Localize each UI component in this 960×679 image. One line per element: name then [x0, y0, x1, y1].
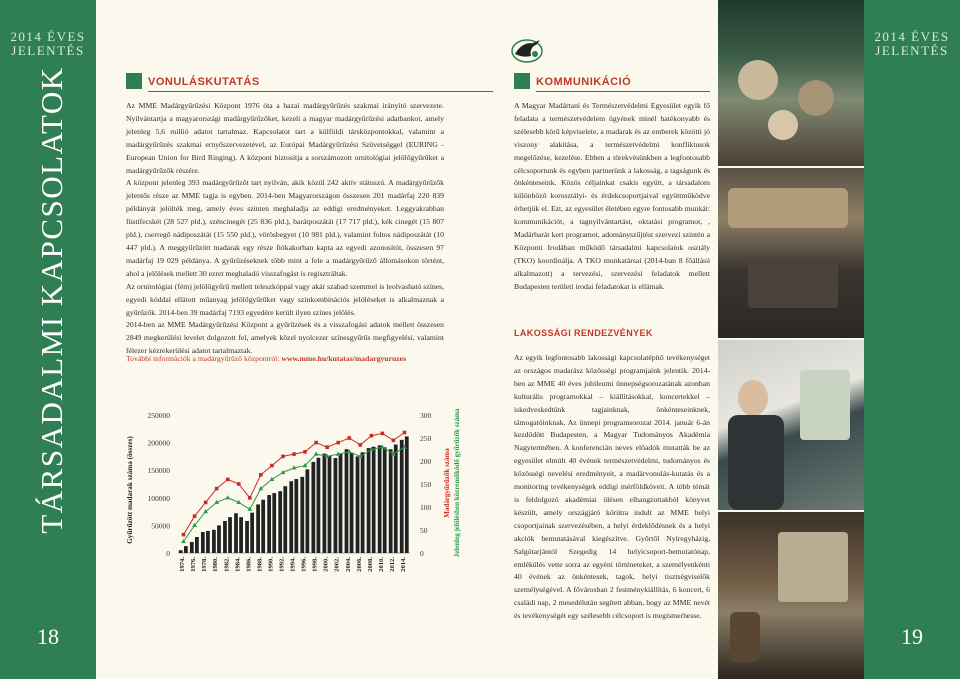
bar	[394, 445, 398, 553]
active-ringers-point	[225, 495, 230, 499]
ringers-point	[347, 436, 351, 440]
x-tick-label: 1980.	[212, 557, 220, 572]
bar	[378, 445, 382, 553]
bar	[405, 436, 409, 553]
y-tick-label: 200000	[147, 438, 170, 448]
bar	[256, 504, 260, 553]
y2-tick-label: 50	[420, 526, 428, 535]
photo-concert	[718, 512, 864, 679]
page-number-right: 19	[901, 624, 923, 649]
bar	[367, 448, 371, 553]
active-ringers-line	[184, 447, 405, 541]
x-tick-label: 1974.	[179, 557, 187, 572]
bar	[179, 550, 183, 553]
heading-marker	[126, 73, 142, 89]
left-paragraph-3: Az ornitológiai (fém) jelölőgyűrű mellett teleszkóppal vagy akár szabad szemmel is leolvasható színes, egyedi kóddal ellátott műanyag jelölőgyűrűket vagy színkombinációs jelöléseket is alkalmaznak a gyűrűzők. 2014-ben 39 madárfaj 7193 egyedére került ilyen színes jelölés.	[126, 281, 444, 317]
left-paragraph-4: 2014-ben az MME Madárgyűrűzési Központ a gyűrűzések és a visszafogási adatok mellett összesen 2849 megkerülési levelet dolgozott fel, amelyek közel nyolcezer színesgyűrűs megfigyelési, valamint félezer kézrekerülési adatot tartalmaztak.	[126, 320, 444, 356]
bar	[239, 517, 243, 553]
bar	[317, 458, 321, 553]
y-tick-label: 250000	[147, 411, 170, 420]
x-tick-label: 2000.	[322, 557, 330, 572]
bar	[372, 447, 376, 553]
lakossagi-rendezvenyek-heading: LAKOSSÁGI RENDEZVÉNYEK	[514, 328, 653, 338]
bar	[245, 521, 249, 553]
bar	[261, 500, 265, 553]
bar	[267, 495, 271, 553]
right-year-label	[864, 30, 960, 58]
ringers-point	[204, 501, 208, 505]
bar	[283, 486, 287, 553]
ringers-point	[292, 452, 296, 456]
x-tick-label: 1986.	[245, 557, 253, 572]
y2-tick-label: 300	[420, 411, 432, 420]
x-tick-label: 1976.	[190, 557, 198, 572]
bar	[278, 491, 282, 553]
heading-rule-left	[148, 91, 493, 92]
bar	[206, 531, 210, 553]
ringers-point	[193, 514, 197, 518]
ringers-point	[182, 533, 186, 537]
right-body-text	[514, 100, 710, 294]
left-year-line2: JELENTÉS	[11, 43, 85, 58]
y-tick-label: 150000	[147, 466, 170, 476]
right-year-line2: JELENTÉS	[875, 43, 949, 58]
bar	[305, 469, 309, 553]
left-year-label	[0, 30, 96, 58]
ringers-point	[314, 441, 318, 445]
ringers-point	[303, 450, 307, 454]
x-tick-label: 1990.	[267, 557, 275, 572]
x-tick-label: 1984.	[234, 557, 242, 572]
x-tick-label: 2002.	[333, 557, 341, 572]
ringing-chart	[118, 405, 478, 595]
ringers-point	[358, 443, 362, 447]
bar	[272, 493, 276, 553]
ringers-point	[403, 431, 407, 435]
bar	[201, 532, 205, 553]
y2-tick-label: 150	[420, 480, 432, 489]
y2-tick-label: 250	[420, 434, 432, 443]
bar	[250, 513, 254, 553]
y-tick-label: 50000	[151, 521, 170, 531]
bar	[300, 477, 304, 553]
bar	[184, 546, 188, 553]
y2-tick-label: 0	[420, 549, 424, 558]
bar	[223, 521, 227, 553]
x-tick-label: 2014.	[400, 557, 408, 572]
ringers-point	[370, 434, 374, 438]
right-body-text-2	[514, 352, 710, 623]
x-tick-label: 2004.	[344, 557, 352, 572]
bar	[345, 449, 349, 553]
bar	[228, 517, 232, 553]
x-tick-label: 1988.	[256, 557, 264, 572]
vonuláskutatás-heading: VONULÁSKUTATÁS	[126, 74, 260, 90]
bar	[234, 513, 238, 553]
more-info-text: További információk a madárgyűrűző központról:	[126, 354, 282, 363]
y2-tick-label: 100	[420, 503, 432, 512]
ringers-point	[226, 478, 230, 482]
section-vertical-title: TÁRSADALMI KAPCSOLATOK	[34, 66, 69, 534]
photo-conference-hall	[718, 168, 864, 338]
left-body-text	[126, 100, 444, 358]
bar	[383, 447, 387, 553]
bar	[190, 542, 194, 553]
bar	[294, 479, 298, 553]
bar	[323, 454, 327, 553]
ringers-point	[381, 432, 385, 436]
x-tick-label: 1994.	[289, 557, 297, 572]
right-paragraph-1: A Magyar Madártani és Természetvédelmi Egyesület egyik fő feladata a természetvédelem ügyének minél hatékonyabb és szélesebb körű képviselete, a madarak és az emberek közötti jó viszony alakítása, a természetvédelmi konfliktusok megelőzése, kezelése. Ebben a törekvésünkben a legfontosabb célcsoportunk és egyben partnerünk a lakosság, a tagságunk és önkénteseink. Közös céljainkat csakis együtt, a társadalom különböző korosztályi- és érdekcsoportjaival együttműködve érhetjük el. Ezt, az egyesület életében egyre fontosabb munkát: kommunikációt, a tagnyilvántartást, oktatási programot, , Madárbarát kert programot, adományszűjtést szervezi szintén a Központi Irodában működő társadalmi kapcsolatok osztály (TKO) koordinálja. A TKO munkatársai (2014-ban 8 főállású alkalmazott) a tervezési, szervezési feladatok mellett Budapesten területi irodai feladatokat is ellátnak.	[514, 101, 710, 291]
bar	[361, 452, 365, 553]
photo-speaker	[718, 340, 864, 510]
x-tick-label: 2006.	[355, 557, 363, 572]
ringers-point	[281, 455, 285, 459]
x-tick-label: 1998.	[311, 557, 319, 572]
photo-volunteers	[718, 0, 864, 166]
ringers-point	[248, 496, 252, 500]
y2-tick-label: 200	[420, 457, 432, 466]
heading-marker-right	[514, 73, 530, 89]
bar	[311, 462, 315, 553]
ringers-point	[259, 473, 263, 477]
bar	[356, 456, 360, 553]
bar	[212, 530, 216, 553]
ringers-point	[392, 439, 396, 443]
heading-rule-right	[536, 91, 710, 92]
x-tick-label: 2008.	[366, 557, 374, 572]
x-tick-label: 2012.	[388, 557, 396, 572]
right-year-line1: 2014 ÉVES	[874, 29, 950, 44]
ringers-point	[215, 487, 219, 491]
bar	[389, 449, 393, 553]
y2-axis-label-active: Jelenleg jelölésben közreműködő gyűrűzők száma	[453, 408, 461, 558]
more-info-line	[126, 354, 406, 363]
right-paragraph-2: Az egyik legfontosabb lakossági kapcsolatépítő tevékenységet az országos madarász közösségi programjaink jelentik. 2014-ben az MME 40 éves jubileumi ünnepségsorozatának azonban kulturális programokkal – kiállításokkal, koncertekkel – iskedveskedtünk tagjainknak, önkénteseinknek, támogatóinknak. Az ünnepi programsorozat 2014. január 6-án kezdődött Budapesten, a Magyar Tudományos Akadémia Nagytermében. A konferencián neves előadók mutatták be az egyesület elmúlt 40 évének természetvédelmi, tudományos és közösségi nevelési eredményeit, a madárvonulás-kutatás és a monitoring tevékenységek eddigi mérföldköveit. A több témát is feldolgozó akadémiai ülésen elhangzottakból könyvet készült, amely országjáró körútra indult az MME helyi csoportjainak szervezésében, a helyi érdeklődésnek és a helyi akciók bemutatásával kiegészítve. Győrtől Nyíregyházig, Salgótarjántól Szegedig 14 helyicsoport-bemutatónap, emlékülés vette sorra az egyéni történeteket, a személyenkénti 40 évének az önkéntesek, tagok, helyi tisztségviselők személységével. A fővárosban 2 festménykiállítás, 6 koncert, 6 családi nap, 2 mesedélután segített abban, hogy az MME nevét és tevékenységét egy szélesebb célcsoport is megismerhesse.	[514, 353, 710, 621]
ringers-point	[336, 441, 340, 445]
more-info-link[interactable]: www.mme.hu/kutatas/madargyuruzes	[281, 354, 407, 363]
right-band	[864, 0, 960, 679]
kommunikacio-heading: KOMMUNIKÁCIÓ	[514, 74, 631, 90]
ringers-point	[237, 482, 241, 486]
y-axis-label: Gyűrűzött madarak száma (összes)	[126, 436, 134, 544]
left-year-line1: 2014 ÉVES	[10, 29, 86, 44]
x-tick-label: 2010.	[377, 557, 385, 572]
bar	[289, 481, 293, 553]
x-tick-label: 1978.	[201, 557, 209, 572]
bar	[350, 453, 354, 553]
active-ringers-point	[314, 452, 319, 456]
x-tick-label: 1982.	[223, 557, 231, 572]
ringers-point	[325, 445, 329, 449]
bar	[217, 525, 221, 553]
y-tick-label: 100000	[147, 493, 170, 503]
y-tick-label: 0	[166, 549, 170, 558]
bar	[400, 440, 404, 553]
bar	[339, 454, 343, 553]
bar	[334, 458, 338, 553]
left-paragraph-2: A központ jelenleg 393 madárgyűrűzőt tart nyilván, akik közül 242 aktív státuszú. A madárgyűrűzők jelentős része az MME tagja is egyben. 2014-ben Magyarországon összesen 201 madárfaj 220 839 példányát jelölték meg, amely éves szinten meghaladja az eddigi eredményeket. Leggyakrabban füstifecskét (28 527 pld.), széncinegét (25 836 pld.), barátposzátát (17 717 pld.), kék cinegét (15 807 pld.), cserregő nádiposzátát (15 550 pld.), vörösbegyet (10 981 pld.), valamint foltos nádiposzátát (10 447 pld.). A meggyűrűzött madarak egy része fiókakorban kapta az egyedi azonosítót, összesen 97 madárfaj 19 029 példánya. A gyűrűzéseknek több mint a fele a madárgyűrűző állomásokon történt, ahol a jelölések mellett 30 ezret meghaladó visszafogást is regisztráltak.	[126, 178, 444, 278]
ringers-point	[270, 464, 274, 468]
x-tick-label: 1992.	[278, 557, 286, 572]
mme-logo-icon	[509, 34, 545, 64]
y2-axis-label-ringers: Madárgyűrűzők száma	[443, 448, 451, 518]
left-band	[0, 0, 96, 679]
bar	[328, 456, 332, 553]
photo-column	[718, 0, 864, 679]
left-paragraph-1: Az MME Madárgyűrűzési Központ 1976 óta a hazai madárgyűrűzés szakmai irányító szervezete. Nyilvántartja a magyarországi madárgyűrűzőket, kezeli a magyar madárgyűrűzési adatbankot, amely jelenleg 5,6 millió adatot tartalmaz. Kapcsolatot tart a külföldi társközpontokkal, valamint a madárgyűrűzés szakmai ernyőszervezetével, az Európai Madárgyűrűzési Szövetséggel (EURING - European Union for Bird Ringing). A központ biztosítja a sorszámozott ornitológiai jelölőgyűrűket a madárgyűrűzők részére.	[126, 101, 444, 175]
bar	[195, 537, 199, 553]
page-number-left: 18	[37, 624, 59, 649]
x-tick-label: 1996.	[300, 557, 308, 572]
